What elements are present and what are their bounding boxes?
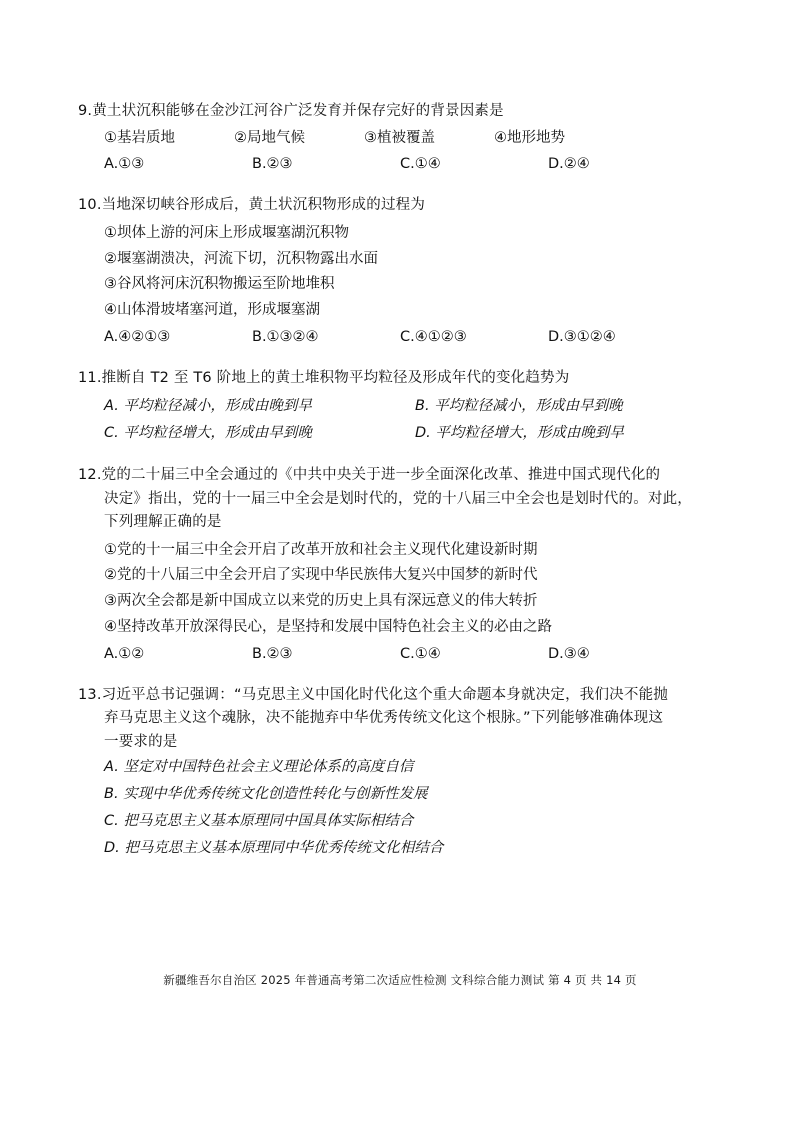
answer-choice: A. 平均粒径减小，形成由晚到早 [104, 398, 312, 415]
answer-choice: B.②③ [252, 645, 293, 662]
option-item: ④坚持改革开放深得民心，是坚持和发展中国特色社会主义的必由之路 [104, 618, 552, 635]
question-13-stem-line-1: 13.习近平总书记强调：“马克思主义中国化时代化这个重大命题本身就决定，我们决不能抛 [78, 686, 668, 703]
question-13-stem-line-2: 弃马克思主义这个魂脉，决不能抛弃中华优秀传统文化这个根脉。”下列能够准确体现这 [104, 710, 664, 727]
question-10-stem: 10.当地深切峡谷形成后，黄土状沉积物形成的过程为 [78, 197, 426, 214]
question-9-options [78, 126, 726, 151]
answer-choice: D. 平均粒径增大，形成由晚到早 [415, 425, 624, 442]
page-footer: 新疆维吾尔自治区 2025 年普通高考第二次适应性检测 文科综合能力测试 第 4 页 共 14 页 [163, 973, 637, 987]
option-item: ①坝体上游的河床上形成堰塞湖沉积物 [104, 224, 349, 241]
question-13-answers [78, 754, 726, 861]
answer-choice: A. 坚定对中国特色社会主义理论体系的高度自信 [104, 759, 414, 776]
answer-choice: A.①③ [104, 156, 145, 173]
answer-choice: B.②③ [252, 156, 293, 173]
question-12-stem-line-2: 决定》指出，党的十一届三中全会是划时代的，党的十八届三中全会也是划时代的。对此， [104, 490, 692, 507]
question-12-items [78, 538, 726, 641]
option-item: ②局地气候 [234, 130, 305, 147]
option-item: ④地形地势 [494, 130, 565, 147]
question-12-stem-line-1: 12.党的二十届三中全会通过的《中共中央关于进一步全面深化改革、推进中国式现代化的 [78, 467, 661, 484]
option-item: ①党的十一届三中全会开启了改革开放和社会主义现代化建设新时期 [104, 541, 538, 558]
answer-choice: C.①④ [400, 156, 441, 173]
option-item: ②党的十八届三中全会开启了实现中华民族伟大复兴中国梦的新时代 [104, 567, 538, 584]
question-11 [78, 367, 726, 447]
question-12-stem-line-3: 下列理解正确的是 [104, 514, 222, 531]
answer-choice: A.①② [104, 645, 145, 662]
answer-choice: C. 平均粒径增大，形成由早到晚 [104, 425, 312, 442]
question-10-items [78, 221, 726, 324]
answer-choice: A.④②①③ [104, 328, 171, 345]
page-content [78, 100, 726, 873]
answer-choice: C.④①②③ [400, 328, 467, 345]
option-item: ②堰塞湖溃决，河流下切，沉积物露出水面 [104, 250, 378, 267]
question-11-stem: 11.推断自 T2 至 T6 阶地上的黄土堆积物平均粒径及形成年代的变化趋势为 [78, 369, 570, 386]
question-12 [78, 464, 726, 667]
question-9-stem: 9.黄土状沉积能够在金沙江河谷广泛发育并保存完好的背景因素是 [78, 103, 504, 119]
question-13 [78, 684, 726, 862]
answer-choice: D.③④ [548, 645, 590, 662]
question-11-answers [78, 393, 726, 447]
question-13-stem-line-3: 一要求的是 [104, 733, 178, 750]
answer-choice: B. 实现中华优秀传统文化创造性转化与创新性发展 [104, 786, 428, 803]
option-item: ③植被覆盖 [364, 130, 435, 147]
option-item: ③谷风将河床沉积物搬运至阶地堆积 [104, 276, 335, 293]
answer-choice: D.②④ [548, 156, 590, 173]
question-9-answers [78, 151, 726, 177]
question-12-answers [78, 641, 726, 667]
question-9 [78, 100, 726, 177]
answer-choice: D.③①②④ [548, 328, 616, 345]
option-item: ①基岩质地 [104, 130, 175, 147]
answer-choice: B.①③②④ [252, 328, 319, 345]
option-item: ③两次全会都是新中国成立以来党的历史上具有深远意义的伟大转折 [104, 593, 538, 610]
question-10 [78, 194, 726, 350]
answer-choice: C.①④ [400, 645, 441, 662]
answer-choice: B. 平均粒径减小，形成由早到晚 [415, 398, 623, 415]
answer-choice: D. 把马克思主义基本原理同中华优秀传统文化相结合 [104, 839, 444, 856]
answer-choice: C. 把马克思主义基本原理同中国具体实际相结合 [104, 812, 414, 829]
question-10-answers [78, 324, 726, 350]
option-item: ④山体滑坡堵塞河道，形成堰塞湖 [104, 302, 320, 319]
